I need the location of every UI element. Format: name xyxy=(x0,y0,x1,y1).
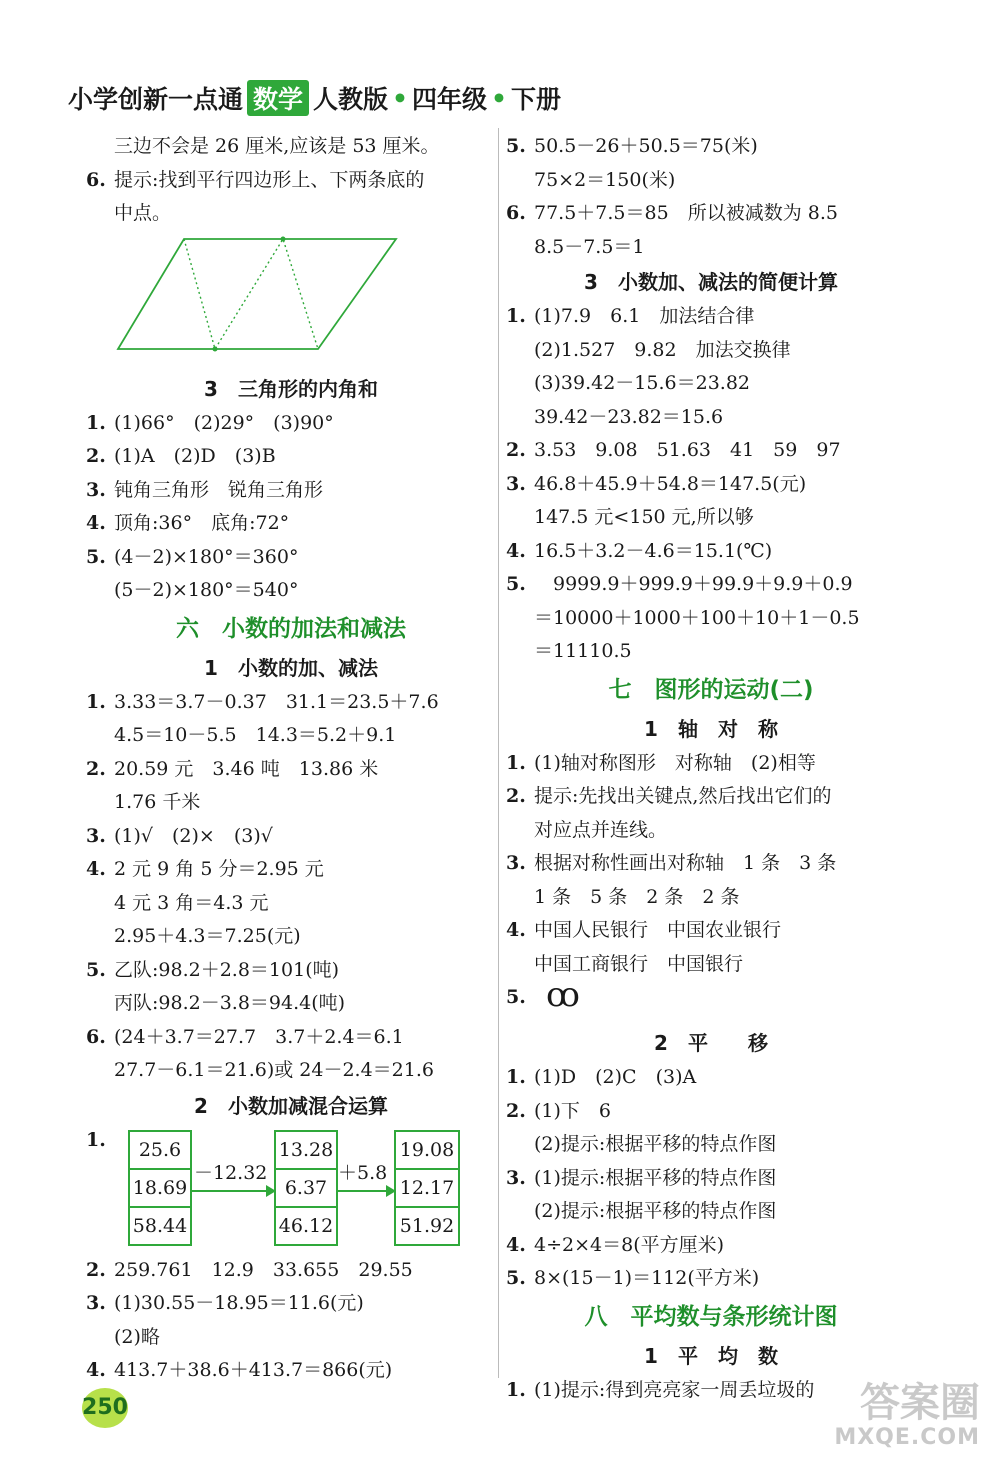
answer-line: 4 元 3 角＝4.3 元 xyxy=(114,891,269,914)
parallelogram-figure xyxy=(86,231,496,371)
chapter-title: 七 图形的运动(二) xyxy=(608,676,814,703)
answer-line: 1 条 5 条 2 条 2 条 xyxy=(534,885,740,908)
answer-line: 16.5＋3.2－4.6＝15.1(℃) xyxy=(534,539,773,562)
watermark-logo: 答案圈 xyxy=(860,1380,980,1426)
answer-line: (1)提示:根据平移的特点作图 xyxy=(534,1166,777,1189)
answer-line: 三边不会是 26 厘米,应该是 53 厘米。 xyxy=(114,135,440,157)
answer-line: 提示:找到平行四边形上、下两条底的 xyxy=(114,168,425,191)
question-number: 5. xyxy=(506,1267,526,1289)
answer-line: 39.42－23.82＝15.6 xyxy=(534,405,724,428)
box-value: 51.92 xyxy=(399,1214,455,1237)
answer-line: (24＋3.7＝27.7 3.7＋2.4＝6.1 xyxy=(114,1025,404,1048)
subject-badge: 数学 xyxy=(247,80,309,116)
question-number: 4. xyxy=(86,1359,106,1381)
answer-line: 8.5－7.5＝1 xyxy=(534,235,645,258)
question-number: 3. xyxy=(506,472,526,495)
header-dot: • xyxy=(392,83,409,113)
answer-line: (3)39.42－15.6＝23.82 xyxy=(534,372,751,394)
box-value: 18.69 xyxy=(130,1170,190,1208)
number-box-middle xyxy=(274,1130,338,1246)
section-title: 3 小数加、减法的简便计算 xyxy=(584,270,838,294)
answer-line: 4÷2×4＝8(平方厘米) xyxy=(534,1233,725,1256)
question-number: 5. xyxy=(506,573,526,595)
question-number: 1. xyxy=(506,305,526,327)
question-number: 2. xyxy=(506,785,526,807)
answer-line: (1)D (2)C (3)A xyxy=(534,1066,697,1088)
question-number: 5. xyxy=(506,986,526,1008)
answer-line: 顶角:36° 底角:72° xyxy=(114,512,290,534)
box-value: 46.12 xyxy=(278,1214,334,1237)
answer-line: (2)略 xyxy=(114,1325,160,1348)
box-value: 12.17 xyxy=(396,1170,458,1208)
question-number: 3. xyxy=(86,824,106,847)
question-number: 1. xyxy=(506,751,526,774)
answer-line: 提示:先找出关键点,然后找出它们的 xyxy=(534,785,832,807)
calculation-boxes xyxy=(86,1124,496,1254)
question-number: 1. xyxy=(86,1128,106,1151)
watermark xyxy=(834,1381,980,1450)
answer-line: 8×(15－1)＝112(平方米) xyxy=(534,1267,760,1289)
answer-line: 147.5 元<150 元,所以够 xyxy=(534,506,754,528)
section-title: 2 平 移 xyxy=(654,1031,768,1055)
question-number: 5. xyxy=(506,135,526,157)
question-number: 5. xyxy=(86,545,106,568)
answer-line: 钝角三角形 锐角三角形 xyxy=(114,478,324,501)
answer-line: 丙队:98.2－3.8＝94.4(吨) xyxy=(114,992,346,1014)
question-number: 3. xyxy=(506,1166,526,1189)
series-title: 小学创新一点通 xyxy=(68,85,244,114)
question-number: 2. xyxy=(86,757,106,780)
answer-line: ＝10000＋1000＋100＋10＋1－0.5 xyxy=(534,606,860,629)
answer-line: (1)A (2)D (3)B xyxy=(114,445,276,467)
question-number: 4. xyxy=(506,1233,526,1256)
answer-line: (2)提示:根据平移的特点作图 xyxy=(534,1200,777,1222)
section-title: 1 平 均 数 xyxy=(644,1343,778,1368)
question-number: 1. xyxy=(506,1066,526,1088)
chapter-title: 八 平均数与条形统计图 xyxy=(584,1303,838,1330)
answer-line: (1)7.9 6.1 加法结合律 xyxy=(534,305,755,327)
answer-line: 中点。 xyxy=(114,202,172,224)
answer-line: (4－2)×180°＝360° xyxy=(114,545,299,568)
question-number: 1. xyxy=(86,411,106,434)
answer-line: 中国工商银行 中国银行 xyxy=(534,952,744,975)
right-column xyxy=(506,130,916,1407)
question-number: 3. xyxy=(86,478,106,501)
number-box-right xyxy=(394,1130,460,1246)
operator-label: ＋5.8 xyxy=(338,1161,388,1184)
question-number: 3. xyxy=(86,1292,106,1314)
answer-line: 2 元 9 角 5 分＝2.95 元 xyxy=(114,858,324,880)
answer-line: 根据对称性画出对称轴 1 条 3 条 xyxy=(534,852,837,874)
column-divider xyxy=(498,128,499,1378)
answer-line: (1)30.55－18.95＝11.6(元) xyxy=(114,1292,364,1314)
question-number: 4. xyxy=(506,539,526,562)
answer-line: ＝11110.5 xyxy=(534,640,632,662)
answer-line: 乙队:98.2＋2.8＝101(吨) xyxy=(114,958,340,981)
answer-line: (1)下 6 xyxy=(534,1099,612,1122)
section-title: 3 三角形的内角和 xyxy=(204,376,378,401)
section-title: 2 小数加减混合运算 xyxy=(194,1093,388,1118)
answer-line: 75×2＝150(米) xyxy=(534,168,676,191)
answer-line: (2)1.527 9.82 加法交换律 xyxy=(534,338,791,361)
answer-line: (1)提示:得到亮亮家一周丢垃圾的 xyxy=(534,1378,815,1401)
answer-line: (2)提示:根据平移的特点作图 xyxy=(534,1133,777,1155)
arrow-right-icon xyxy=(190,1190,274,1192)
symmetric-symbol-icon: ꝏ xyxy=(546,975,580,1015)
answer-line: 77.5＋7.5＝85 所以被减数为 8.5 xyxy=(534,202,838,224)
answer-line: 3.53 9.08 51.63 41 59 97 xyxy=(534,439,841,461)
question-number: 4. xyxy=(86,858,106,880)
answer-line: 2.95＋4.3＝7.25(元) xyxy=(114,925,301,947)
answer-line: 对应点并连线。 xyxy=(534,818,668,841)
question-number: 1. xyxy=(506,1378,526,1401)
page-number: 250 xyxy=(82,1388,128,1428)
question-number: 2. xyxy=(506,1099,526,1122)
box-value: 19.08 xyxy=(396,1132,458,1170)
answer-line: 259.761 12.9 33.655 29.55 xyxy=(114,1258,413,1281)
parallelogram-diagram xyxy=(86,231,486,371)
answer-line: (1)轴对称图形 对称轴 (2)相等 xyxy=(534,751,816,774)
box-value: 58.44 xyxy=(132,1214,188,1237)
box-value: 25.6 xyxy=(130,1132,190,1170)
question-number: 5. xyxy=(86,958,106,981)
edition: 人教版 xyxy=(313,85,389,114)
header-dot: • xyxy=(491,83,508,113)
section-title: 1 小数的加、减法 xyxy=(204,655,378,680)
answer-line: 1.76 千米 xyxy=(114,791,201,813)
question-number: 4. xyxy=(506,919,526,941)
question-number: 6. xyxy=(86,168,106,191)
box-value: 6.37 xyxy=(276,1170,336,1208)
answer-line: 9999.9＋999.9＋99.9＋9.9＋0.9 xyxy=(534,573,853,595)
box-value: 13.28 xyxy=(276,1132,336,1170)
number-box-left xyxy=(128,1130,192,1246)
volume: 下册 xyxy=(511,85,562,114)
answer-line: 3.33＝3.7－0.37 31.1＝23.5＋7.6 xyxy=(114,690,439,713)
grade: 四年级 xyxy=(412,85,488,114)
answer-line: 413.7＋38.6＋413.7＝866(元) xyxy=(114,1359,393,1381)
question-number: 6. xyxy=(506,202,526,224)
answer-line: (5－2)×180°＝540° xyxy=(114,579,299,601)
section-title: 1 轴 对 称 xyxy=(644,716,778,741)
chapter-title: 六 小数的加法和减法 xyxy=(176,615,406,642)
question-number: 1. xyxy=(86,690,106,713)
left-column xyxy=(86,130,496,1388)
operator-label: －12.32 xyxy=(194,1161,268,1184)
arrow-right-icon xyxy=(336,1190,394,1192)
answer-line: 46.8＋45.9＋54.8＝147.5(元) xyxy=(534,472,807,495)
question-number: 3. xyxy=(506,852,526,874)
answer-line: 27.7－6.1＝21.6)或 24－2.4＝21.6 xyxy=(114,1059,434,1081)
answer-line: 4.5＝10－5.5 14.3＝5.2＋9.1 xyxy=(114,724,397,746)
answer-line: 20.59 元 3.46 吨 13.86 米 xyxy=(114,757,379,780)
question-number: 2. xyxy=(506,439,526,461)
answer-line: 50.5－26＋50.5＝75(米) xyxy=(534,135,758,157)
question-number: 2. xyxy=(86,445,106,467)
question-number: 4. xyxy=(86,512,106,534)
answer-line: (1)√ (2)× (3)√ xyxy=(114,824,273,847)
answer-line: (1)66° (2)29° (3)90° xyxy=(114,411,334,434)
answer-line: 中国人民银行 中国农业银行 xyxy=(534,919,782,941)
watermark-url: MXQE.COM xyxy=(834,1425,980,1450)
question-number: 6. xyxy=(86,1025,106,1048)
book-header xyxy=(68,78,561,118)
question-number: 2. xyxy=(86,1258,106,1281)
